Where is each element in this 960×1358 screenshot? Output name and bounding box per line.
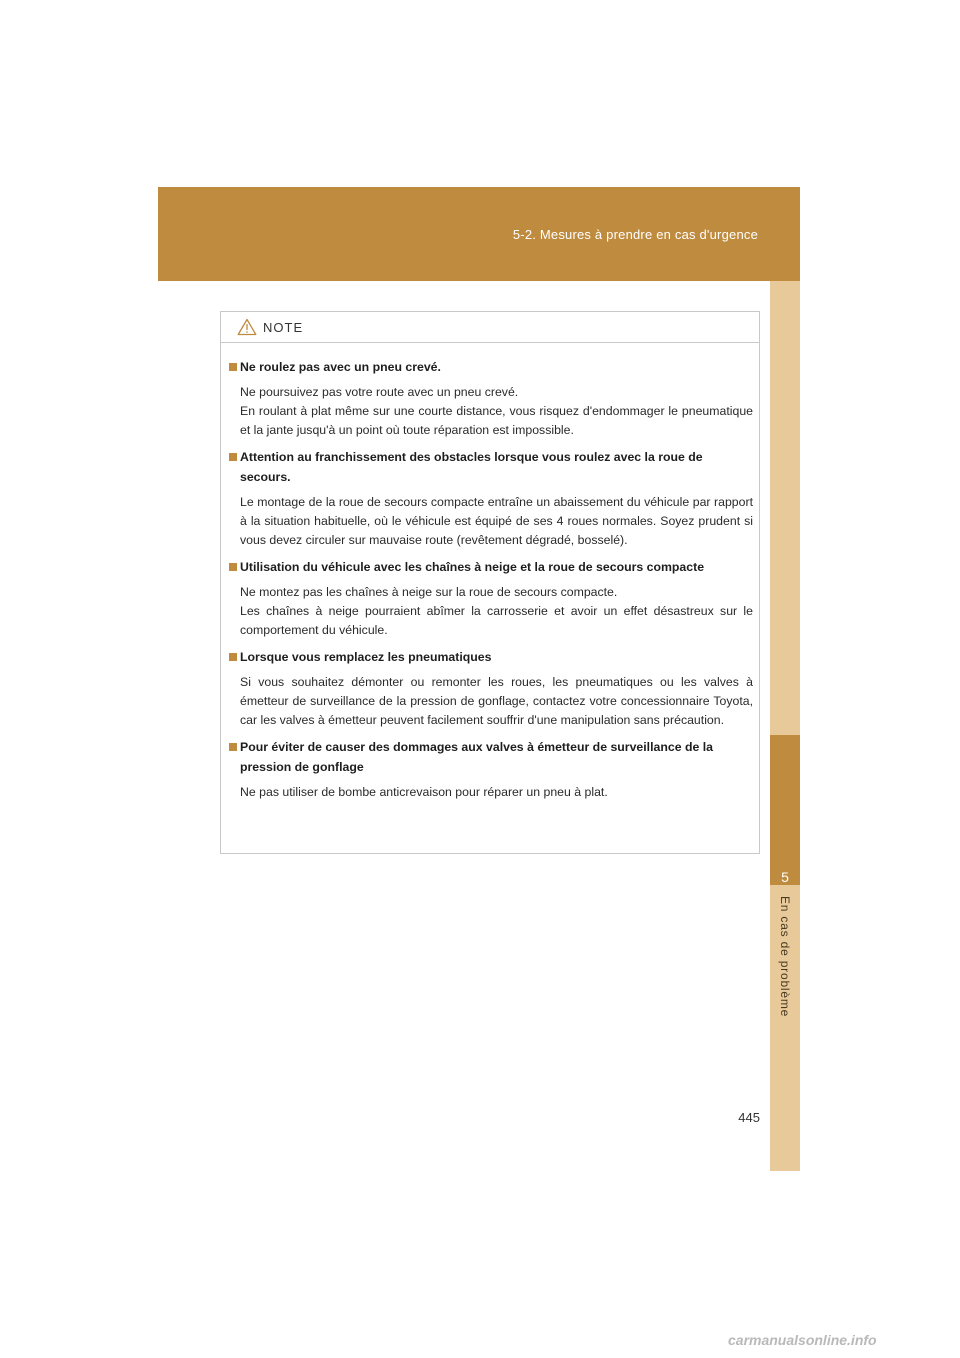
square-bullet-icon [229,653,237,661]
note-item [229,357,753,440]
square-bullet-icon [229,563,237,571]
note-header [221,312,759,343]
note-title: NOTE [263,319,304,335]
note-body [221,343,759,802]
chapter-side-tab [770,281,800,1171]
square-bullet-icon [229,453,237,461]
page-number: 445 [738,1110,760,1125]
note-item-body: Ne pas utiliser de bombe anticrevaison pour réparer un pneu à plat. [240,785,608,799]
square-bullet-icon [229,743,237,751]
note-item-title: Pour éviter de causer des dommages aux valves à émetteur de surveillance de la pression de gonflage [240,740,713,774]
note-item-title: Attention au franchissement des obstacles lorsque vous roulez avec la roue de secours. [240,450,703,484]
note-item [229,447,753,550]
note-item-body: Le montage de la roue de secours compacte entraîne un abaissement du véhicule par rapport à la situation habituelle, où le véhicule est équipé de ses 4 roues normales. Soyez prudent si vous devez circuler sur mauvaise route (revêtement dégradé, bosselé). [240,495,753,547]
note-box [220,311,760,854]
note-item-body: Ne montez pas les chaînes à neige sur la roue de secours compacte. Les chaînes à neige pourraient abîmer la carrosserie et avoir un effet désastreux sur le comportement du véhicule. [240,585,753,637]
square-bullet-icon [229,363,237,371]
note-item-title: Ne roulez pas avec un pneu crevé. [240,360,441,374]
watermark[interactable]: carmanualsonline.info [728,1332,877,1348]
note-item-title: Utilisation du véhicule avec les chaînes à neige et la roue de secours compacte [240,560,705,574]
chapter-number: 5 [781,869,789,885]
note-item-body: Ne poursuivez pas votre route avec un pneu crevé. En roulant à plat même sur une courte distance, vous risquez d'endommager le pneumatique et la jante jusqu'à un point où toute réparation est impossible. [240,385,753,437]
chapter-label: En cas de problème [778,896,792,1018]
note-item-title: Lorsque vous remplacez les pneumatiques [240,650,492,664]
header-band [158,187,800,281]
note-item-body: Si vous souhaitez démonter ou remonter les roues, les pneumatiques ou les valves à émetteur de surveillance de la pression de gonflage, contactez votre concessionnaire Toyota, car les valves à émetteur peuvent facilement souffrir d'une manipulation sans précaution. [240,675,753,727]
section-title: 5-2. Mesures à prendre en cas d'urgence [512,227,758,242]
note-item [229,557,753,640]
warning-triangle-icon [237,318,257,336]
note-item [229,647,753,730]
note-item [229,737,753,802]
chapter-number-box [770,735,800,885]
